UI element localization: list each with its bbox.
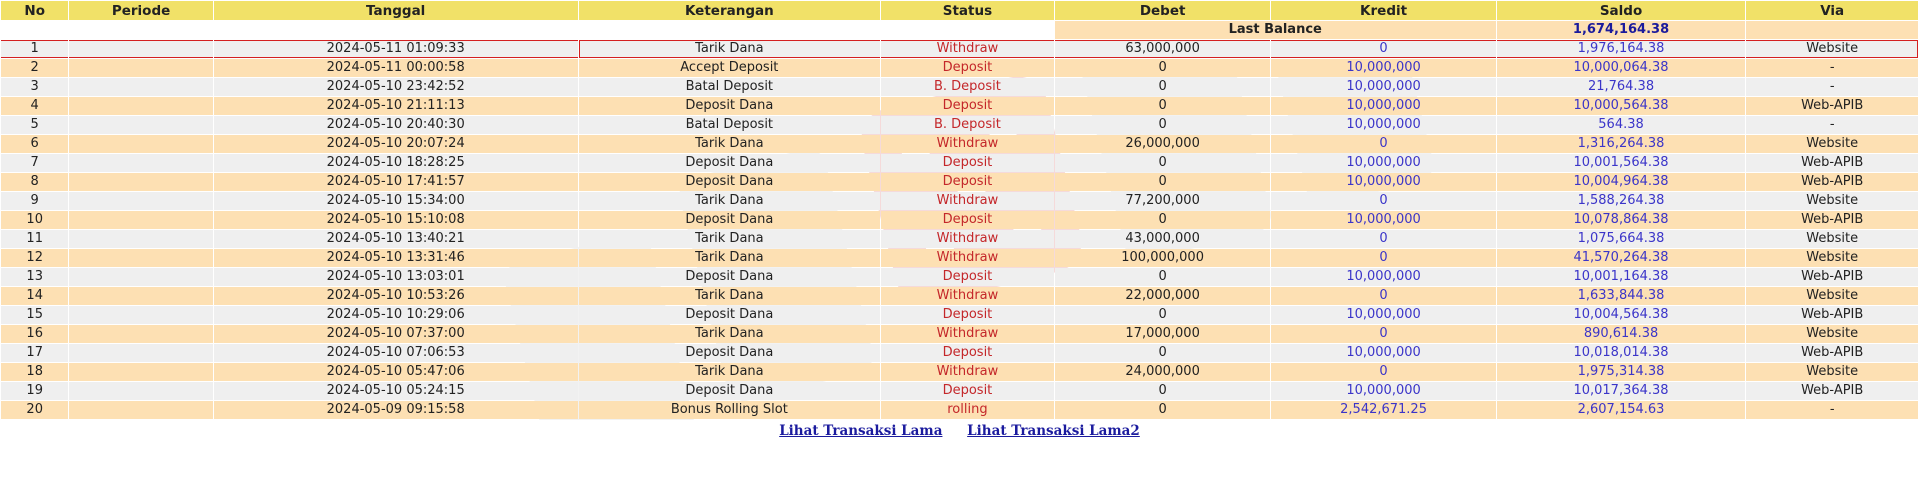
- link-transaksi-lama2[interactable]: Lihat Transaksi Lama2: [967, 423, 1140, 439]
- cell-keterangan: Tarik Dana: [579, 192, 880, 210]
- table-row: [1, 230, 1918, 248]
- cell-tanggal: 2024-05-10 07:37:00: [214, 325, 578, 343]
- cell-saldo: 10,018,014.38: [1497, 344, 1746, 362]
- cell-debet: 0: [1055, 173, 1271, 191]
- cell-status: Withdraw: [881, 192, 1054, 210]
- cell-status: rolling: [881, 401, 1054, 419]
- cell-keterangan: Batal Deposit: [579, 78, 880, 96]
- cell-periode: [69, 306, 212, 324]
- footer-links: [0, 423, 1919, 439]
- cell-saldo: 890,614.38: [1497, 325, 1746, 343]
- cell-tanggal: 2024-05-10 05:24:15: [214, 382, 578, 400]
- col-header-tanggal: Tanggal: [214, 1, 578, 20]
- cell-status: Deposit: [881, 344, 1054, 362]
- cell-kredit: 0: [1271, 230, 1495, 248]
- cell-keterangan: Tarik Dana: [579, 363, 880, 381]
- cell-via: Web-APIB: [1746, 97, 1918, 115]
- cell-status: Withdraw: [881, 287, 1054, 305]
- cell-tanggal: 2024-05-10 05:47:06: [214, 363, 578, 381]
- link-transaksi-lama[interactable]: Lihat Transaksi Lama: [779, 423, 943, 439]
- cell-no: 9: [1, 192, 68, 210]
- cell-no: 20: [1, 401, 68, 419]
- cell-periode: [69, 97, 212, 115]
- cell-periode: [69, 211, 212, 229]
- cell-saldo: 10,001,164.38: [1497, 268, 1746, 286]
- cell-periode: [69, 59, 212, 77]
- cell-saldo: 1,075,664.38: [1497, 230, 1746, 248]
- cell-saldo: 10,001,564.38: [1497, 154, 1746, 172]
- cell-tanggal: 2024-05-10 17:41:57: [214, 173, 578, 191]
- cell-status: Withdraw: [881, 249, 1054, 267]
- cell-tanggal: 2024-05-09 09:15:58: [214, 401, 578, 419]
- cell-status: Deposit: [881, 268, 1054, 286]
- table-row: [1, 401, 1918, 419]
- cell-no: 8: [1, 173, 68, 191]
- table-row: [1, 40, 1918, 58]
- cell-periode: [69, 135, 212, 153]
- last-balance-label: Last Balance: [1055, 21, 1496, 39]
- cell-saldo: 1,588,264.38: [1497, 192, 1746, 210]
- cell-debet: 26,000,000: [1055, 135, 1271, 153]
- cell-periode: [69, 154, 212, 172]
- cell-debet: 0: [1055, 97, 1271, 115]
- col-header-keterangan: Keterangan: [579, 1, 880, 20]
- cell-status: Withdraw: [881, 363, 1054, 381]
- table-row: [1, 116, 1918, 134]
- cell-debet: 0: [1055, 344, 1271, 362]
- cell-debet: 63,000,000: [1055, 40, 1271, 58]
- cell-periode: [69, 325, 212, 343]
- cell-debet: 0: [1055, 59, 1271, 77]
- cell-tanggal: 2024-05-10 10:29:06: [214, 306, 578, 324]
- cell-debet: 0: [1055, 116, 1271, 134]
- cell-kredit: 0: [1271, 325, 1495, 343]
- cell-tanggal: 2024-05-10 15:10:08: [214, 211, 578, 229]
- table-row: [1, 154, 1918, 172]
- cell-debet: 0: [1055, 401, 1271, 419]
- cell-debet: 0: [1055, 78, 1271, 96]
- cell-periode: [69, 401, 212, 419]
- cell-debet: 43,000,000: [1055, 230, 1271, 248]
- cell-kredit: 10,000,000: [1271, 268, 1495, 286]
- cell-debet: 0: [1055, 154, 1271, 172]
- cell-kredit: 10,000,000: [1271, 154, 1495, 172]
- cell-no: 19: [1, 382, 68, 400]
- table-row: [1, 382, 1918, 400]
- cell-via: Website: [1746, 40, 1918, 58]
- cell-keterangan: Batal Deposit: [579, 116, 880, 134]
- cell-no: 17: [1, 344, 68, 362]
- cell-saldo: 10,000,564.38: [1497, 97, 1746, 115]
- col-header-debet: Debet: [1055, 1, 1271, 20]
- cell-keterangan: Deposit Dana: [579, 268, 880, 286]
- cell-tanggal: 2024-05-10 15:34:00: [214, 192, 578, 210]
- cell-via: Web-APIB: [1746, 306, 1918, 324]
- cell-keterangan: Tarik Dana: [579, 230, 880, 248]
- cell-via: Web-APIB: [1746, 268, 1918, 286]
- cell-keterangan: Accept Deposit: [579, 59, 880, 77]
- cell-status: Withdraw: [881, 135, 1054, 153]
- table-row: [1, 192, 1918, 210]
- cell-keterangan: Deposit Dana: [579, 306, 880, 324]
- cell-debet: 17,000,000: [1055, 325, 1271, 343]
- cell-saldo: 10,004,964.38: [1497, 173, 1746, 191]
- last-balance-row: [1, 21, 1918, 39]
- cell-tanggal: 2024-05-10 13:03:01: [214, 268, 578, 286]
- cell-no: 13: [1, 268, 68, 286]
- cell-keterangan: Tarik Dana: [579, 135, 880, 153]
- cell-status: Deposit: [881, 97, 1054, 115]
- cell-tanggal: 2024-05-10 07:06:53: [214, 344, 578, 362]
- cell-status: Deposit: [881, 59, 1054, 77]
- table-row: [1, 59, 1918, 77]
- col-header-saldo: Saldo: [1497, 1, 1746, 20]
- cell-keterangan: Tarik Dana: [579, 325, 880, 343]
- col-header-via: Via: [1746, 1, 1918, 20]
- cell-periode: [69, 249, 212, 267]
- cell-via: Website: [1746, 363, 1918, 381]
- col-header-kredit: Kredit: [1271, 1, 1495, 20]
- cell-periode: [69, 78, 212, 96]
- cell-periode: [69, 116, 212, 134]
- table-row: [1, 325, 1918, 343]
- cell-via: Website: [1746, 230, 1918, 248]
- table-row: [1, 287, 1918, 305]
- cell-tanggal: 2024-05-11 00:00:58: [214, 59, 578, 77]
- cell-no: 16: [1, 325, 68, 343]
- cell-kredit: 0: [1271, 135, 1495, 153]
- cell-via: Website: [1746, 135, 1918, 153]
- cell-saldo: 10,000,064.38: [1497, 59, 1746, 77]
- col-header-status: Status: [881, 1, 1054, 20]
- cell-tanggal: 2024-05-11 01:09:33: [214, 40, 578, 58]
- cell-no: 12: [1, 249, 68, 267]
- table-header-row: [1, 1, 1918, 20]
- cell-tanggal: 2024-05-10 21:11:13: [214, 97, 578, 115]
- cell-periode: [69, 363, 212, 381]
- cell-kredit: 10,000,000: [1271, 59, 1495, 77]
- cell-status: Deposit: [881, 306, 1054, 324]
- cell-kredit: 10,000,000: [1271, 97, 1495, 115]
- cell-saldo: 10,017,364.38: [1497, 382, 1746, 400]
- cell-status: B. Deposit: [881, 78, 1054, 96]
- cell-keterangan: Bonus Rolling Slot: [579, 401, 880, 419]
- cell-via: Web-APIB: [1746, 344, 1918, 362]
- cell-kredit: 0: [1271, 40, 1495, 58]
- cell-saldo: 10,078,864.38: [1497, 211, 1746, 229]
- cell-tanggal: 2024-05-10 13:31:46: [214, 249, 578, 267]
- cell-via: -: [1746, 401, 1918, 419]
- cell-via: Website: [1746, 287, 1918, 305]
- cell-via: Web-APIB: [1746, 211, 1918, 229]
- cell-no: 4: [1, 97, 68, 115]
- cell-kredit: 0: [1271, 192, 1495, 210]
- cell-via: Website: [1746, 192, 1918, 210]
- cell-kredit: 0: [1271, 363, 1495, 381]
- cell-tanggal: 2024-05-10 23:42:52: [214, 78, 578, 96]
- cell-keterangan: Deposit Dana: [579, 211, 880, 229]
- cell-saldo: 1,316,264.38: [1497, 135, 1746, 153]
- table-row: [1, 97, 1918, 115]
- cell-saldo: 564.38: [1497, 116, 1746, 134]
- cell-no: 14: [1, 287, 68, 305]
- cell-periode: [69, 287, 212, 305]
- table-row: [1, 211, 1918, 229]
- cell-no: 2: [1, 59, 68, 77]
- cell-debet: 0: [1055, 211, 1271, 229]
- cell-no: 6: [1, 135, 68, 153]
- cell-kredit: 10,000,000: [1271, 173, 1495, 191]
- col-header-periode: Periode: [69, 1, 212, 20]
- cell-status: Withdraw: [881, 40, 1054, 58]
- cell-kredit: 10,000,000: [1271, 211, 1495, 229]
- cell-debet: 0: [1055, 268, 1271, 286]
- cell-debet: 22,000,000: [1055, 287, 1271, 305]
- cell-saldo: 2,607,154.63: [1497, 401, 1746, 419]
- cell-debet: 24,000,000: [1055, 363, 1271, 381]
- cell-no: 10: [1, 211, 68, 229]
- cell-tanggal: 2024-05-10 18:28:25: [214, 154, 578, 172]
- cell-kredit: 10,000,000: [1271, 116, 1495, 134]
- cell-via: Web-APIB: [1746, 382, 1918, 400]
- cell-keterangan: Tarik Dana: [579, 40, 880, 58]
- cell-periode: [69, 40, 212, 58]
- cell-kredit: 10,000,000: [1271, 78, 1495, 96]
- cell-status: Withdraw: [881, 325, 1054, 343]
- cell-keterangan: Deposit Dana: [579, 344, 880, 362]
- cell-kredit: 0: [1271, 249, 1495, 267]
- cell-via: -: [1746, 59, 1918, 77]
- cell-tanggal: 2024-05-10 20:40:30: [214, 116, 578, 134]
- cell-periode: [69, 268, 212, 286]
- cell-debet: 77,200,000: [1055, 192, 1271, 210]
- cell-debet: 0: [1055, 306, 1271, 324]
- table-row: [1, 249, 1918, 267]
- cell-keterangan: Deposit Dana: [579, 173, 880, 191]
- cell-keterangan: Tarik Dana: [579, 249, 880, 267]
- cell-periode: [69, 382, 212, 400]
- cell-kredit: 10,000,000: [1271, 306, 1495, 324]
- cell-status: Deposit: [881, 173, 1054, 191]
- cell-no: 18: [1, 363, 68, 381]
- cell-no: 15: [1, 306, 68, 324]
- cell-saldo: 41,570,264.38: [1497, 249, 1746, 267]
- table-row: [1, 306, 1918, 324]
- cell-saldo: 21,764.38: [1497, 78, 1746, 96]
- cell-via: -: [1746, 78, 1918, 96]
- cell-status: Deposit: [881, 154, 1054, 172]
- cell-tanggal: 2024-05-10 20:07:24: [214, 135, 578, 153]
- cell-periode: [69, 173, 212, 191]
- cell-kredit: 10,000,000: [1271, 344, 1495, 362]
- cell-saldo: 1,633,844.38: [1497, 287, 1746, 305]
- cell-debet: 100,000,000: [1055, 249, 1271, 267]
- cell-kredit: 10,000,000: [1271, 382, 1495, 400]
- table-row: [1, 268, 1918, 286]
- cell-kredit: 0: [1271, 287, 1495, 305]
- cell-keterangan: Tarik Dana: [579, 287, 880, 305]
- table-row: [1, 135, 1918, 153]
- table-row: [1, 78, 1918, 96]
- cell-status: Withdraw: [881, 230, 1054, 248]
- cell-via: -: [1746, 116, 1918, 134]
- cell-no: 5: [1, 116, 68, 134]
- cell-keterangan: Deposit Dana: [579, 154, 880, 172]
- table-row: [1, 173, 1918, 191]
- cell-via: Website: [1746, 249, 1918, 267]
- cell-keterangan: Deposit Dana: [579, 97, 880, 115]
- cell-via: Website: [1746, 325, 1918, 343]
- last-balance-spacer: [1, 21, 1054, 39]
- cell-status: Deposit: [881, 382, 1054, 400]
- cell-saldo: 1,976,164.38: [1497, 40, 1746, 58]
- cell-no: 7: [1, 154, 68, 172]
- cell-via: Web-APIB: [1746, 173, 1918, 191]
- cell-no: 3: [1, 78, 68, 96]
- table-row: [1, 344, 1918, 362]
- table-row: [1, 363, 1918, 381]
- last-balance-value: 1,674,164.38: [1497, 21, 1746, 39]
- cell-periode: [69, 230, 212, 248]
- last-balance-filler: [1746, 21, 1918, 39]
- cell-keterangan: Deposit Dana: [579, 382, 880, 400]
- cell-via: Web-APIB: [1746, 154, 1918, 172]
- cell-no: 1: [1, 40, 68, 58]
- cell-tanggal: 2024-05-10 13:40:21: [214, 230, 578, 248]
- cell-periode: [69, 344, 212, 362]
- cell-tanggal: 2024-05-10 10:53:26: [214, 287, 578, 305]
- cell-status: B. Deposit: [881, 116, 1054, 134]
- cell-kredit: 2,542,671.25: [1271, 401, 1495, 419]
- cell-periode: [69, 192, 212, 210]
- cell-no: 11: [1, 230, 68, 248]
- cell-debet: 0: [1055, 382, 1271, 400]
- cell-saldo: 1,975,314.38: [1497, 363, 1746, 381]
- cell-status: Deposit: [881, 211, 1054, 229]
- col-header-no: No: [1, 1, 68, 20]
- cell-saldo: 10,004,564.38: [1497, 306, 1746, 324]
